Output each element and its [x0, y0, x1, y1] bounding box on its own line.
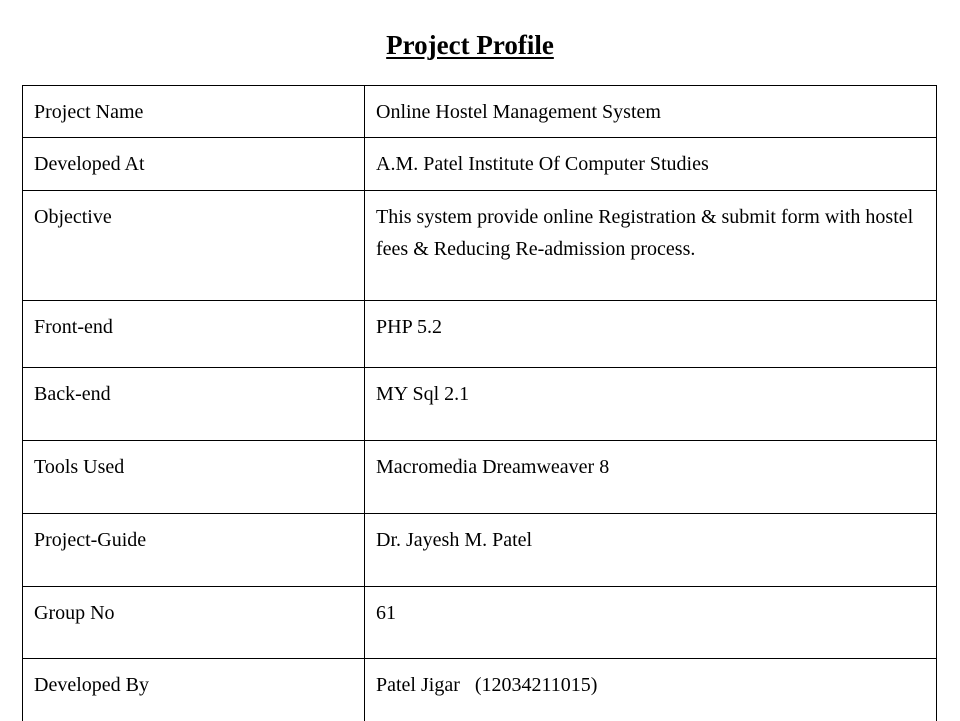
- row-label-tools-used: Tools Used: [23, 441, 365, 514]
- row-value-developed-at: A.M. Patel Institute Of Computer Studies: [365, 138, 937, 191]
- row-value-developed-by: Patel Jigar (12034211015): [365, 659, 937, 721]
- row-label-developed-by: Developed By: [23, 659, 365, 721]
- table-row: [23, 441, 937, 514]
- row-value-group-no: 61: [365, 587, 937, 659]
- row-value-back-end: MY Sql 2.1: [365, 368, 937, 441]
- row-label-developed-at: Developed At: [23, 138, 365, 191]
- project-profile-table: [22, 85, 937, 721]
- row-label-front-end: Front-end: [23, 301, 365, 368]
- row-label-back-end: Back-end: [23, 368, 365, 441]
- row-value-front-end: PHP 5.2: [365, 301, 937, 368]
- row-label-group-no: Group No: [23, 587, 365, 659]
- table-row: [23, 86, 937, 138]
- table-row: [23, 514, 937, 587]
- page-title: Project Profile: [386, 30, 554, 60]
- table-row: [23, 368, 937, 441]
- row-label-project-name: Project Name: [23, 86, 365, 138]
- table-row: [23, 138, 937, 191]
- row-value-tools-used: Macromedia Dreamweaver 8: [365, 441, 937, 514]
- table-row: [23, 587, 937, 659]
- row-label-project-guide: Project-Guide: [23, 514, 365, 587]
- table-row: [23, 659, 937, 721]
- row-value-project-guide: Dr. Jayesh M. Patel: [365, 514, 937, 587]
- table-row: [23, 191, 937, 301]
- row-value-objective: This system provide online Registration & submit form with hostel fees & Reducing Re-admission process.: [365, 191, 937, 301]
- table-row: [23, 301, 937, 368]
- row-value-project-name: Online Hostel Management System: [365, 86, 937, 138]
- row-label-objective: Objective: [23, 191, 365, 301]
